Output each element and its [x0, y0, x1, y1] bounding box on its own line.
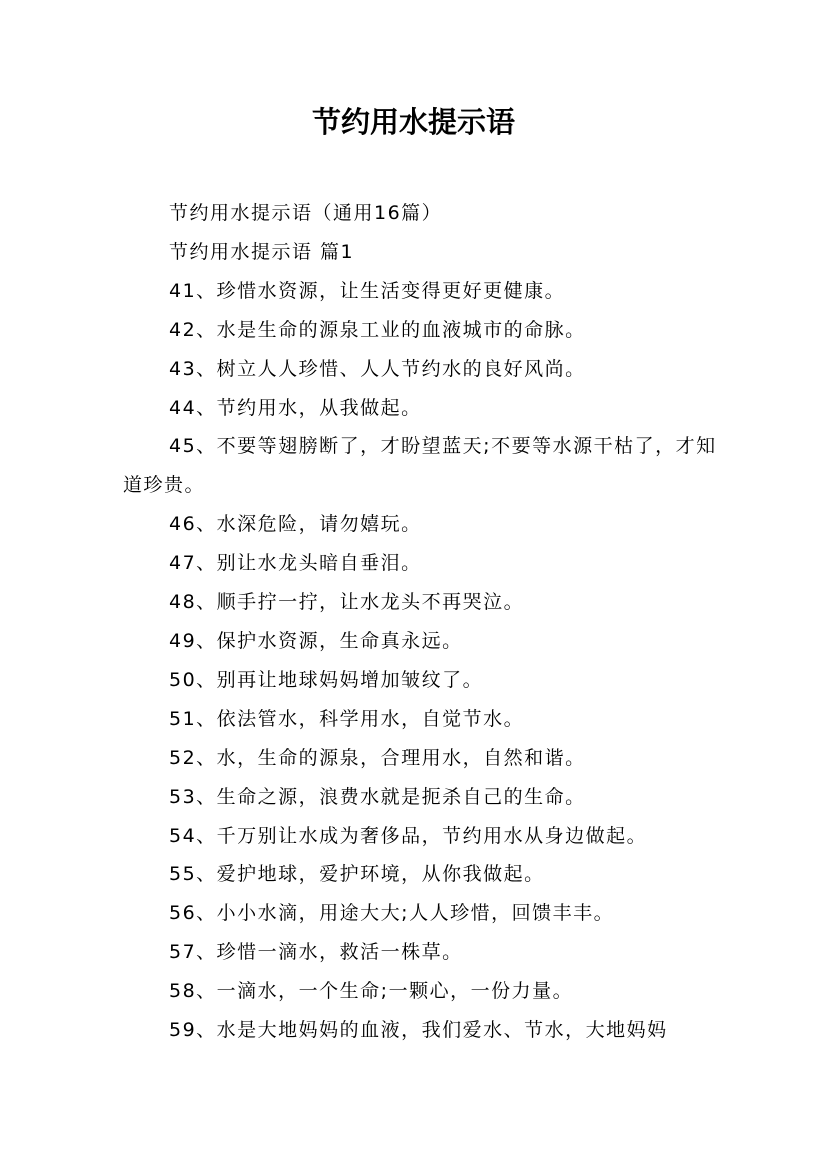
- slogan-paragraph: 47、别让水龙头暗自垂泪。: [169, 552, 422, 575]
- slogan-paragraph: 45、不要等翅膀断了，才盼望蓝天;不要等水源干枯了，才知道珍贵。: [123, 435, 717, 497]
- slogan-paragraph: 53、生命之源，浪费水就是扼杀自己的生命。: [169, 785, 586, 808]
- slogan-paragraph: 43、树立人人珍惜、人人节约水的良好风尚。: [169, 357, 586, 380]
- slogan-paragraph: 50、别再让地球妈妈增加皱纹了。: [169, 668, 484, 691]
- slogan-paragraph: 58、一滴水，一个生命;一颗心，一份力量。: [169, 980, 574, 1003]
- slogan-paragraph: 54、千万别让水成为奢侈品，节约用水从身边做起。: [169, 824, 648, 847]
- slogan-paragraph: 55、爱护地球，爱护环境，从你我做起。: [169, 863, 545, 886]
- section-heading: 节约用水提示语 篇1: [169, 240, 355, 263]
- slogan-paragraph: 46、水深危险，请勿嬉玩。: [169, 513, 422, 536]
- slogan-paragraph: 52、水，生命的源泉，合理用水，自然和谐。: [169, 746, 586, 769]
- subtitle-line: 节约用水提示语（通用16篇）: [169, 202, 443, 224]
- slogan-paragraph: 51、依法管水，科学用水，自觉节水。: [169, 707, 525, 730]
- slogan-paragraph: 42、水是生命的源泉工业的血液城市的命脉。: [169, 318, 586, 341]
- slogan-paragraph: 57、珍惜一滴水，救活一株草。: [169, 941, 463, 964]
- slogan-paragraph: 59、水是大地妈妈的血液，我们爱水、节水，大地妈妈: [169, 1019, 668, 1042]
- document-title: 节约用水提示语: [311, 105, 515, 139]
- slogan-paragraph: 49、保护水资源，生命真永远。: [169, 629, 463, 652]
- slogan-paragraph: 48、顺手拧一拧，让水龙头不再哭泣。: [169, 591, 525, 614]
- slogan-paragraph: 56、小小水滴，用途大大;人人珍惜，回馈丰丰。: [169, 902, 615, 925]
- slogan-paragraph: 41、珍惜水资源，让生活变得更好更健康。: [169, 279, 566, 302]
- document-body: [123, 194, 723, 1050]
- slogan-paragraph: 44、节约用水，从我做起。: [169, 396, 422, 419]
